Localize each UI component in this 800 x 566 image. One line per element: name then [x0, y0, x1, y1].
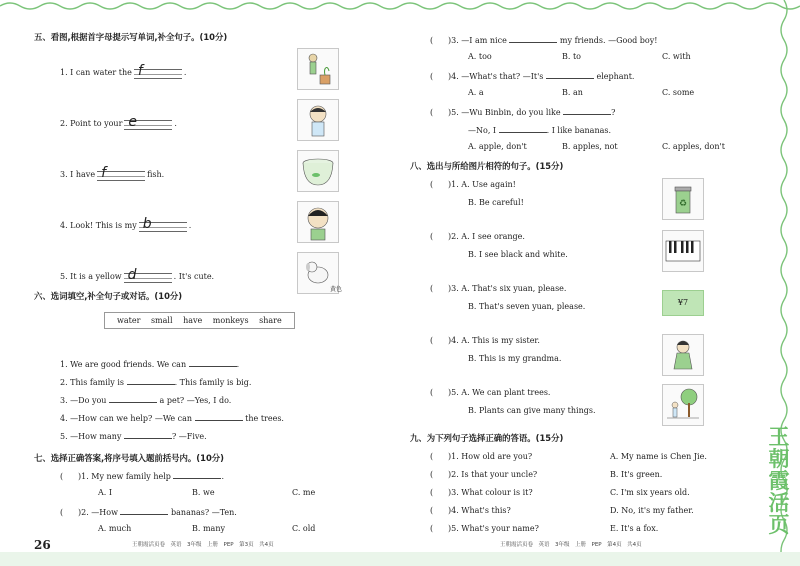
boy-pointing-eye-picture	[297, 99, 339, 141]
answer-blank[interactable]	[109, 394, 157, 403]
sec8-item-2-b: B. I see black and white.	[468, 250, 568, 259]
answer-blank[interactable]	[127, 376, 175, 385]
watering-plant-picture	[297, 48, 339, 90]
sec8-item-3-a: ( )3. A. That's six yuan, please.	[430, 284, 567, 293]
r-item-3: ( )3. —I am nice my friends. —Good boy!	[430, 36, 658, 45]
answer-blank[interactable]	[124, 430, 172, 439]
sec9-item-1: ( )1. How old are you?	[430, 452, 533, 461]
word-bank-item: monkeys	[212, 316, 249, 325]
answer-blank[interactable]	[120, 506, 168, 515]
right-footer: 王朝霞活页卷 英语 3年级 上册 PEP 第4页 共4页	[500, 542, 642, 548]
sec6-item-3: 3. —Do you a pet? —Yes, I do.	[60, 396, 232, 405]
r-item-4: ( )4. —What's that? —It's elephant.	[430, 72, 635, 81]
option-b: B. we	[192, 488, 215, 497]
sec9-answer-e: E. It's a fox.	[610, 524, 659, 533]
boy-face-picture	[297, 201, 339, 243]
option-c: C. me	[292, 488, 316, 497]
section-9-title: 九、为下列句子选择正确的答语。(15分)	[410, 433, 564, 443]
sec6-item-5: 5. —How many ? —Five.	[60, 432, 207, 441]
sec9-item-2: ( )2. Is that your uncle?	[430, 470, 538, 479]
price-tag: ¥7	[662, 290, 704, 316]
sec9-item-4: ( )4. What's this?	[430, 506, 511, 515]
sec5-item-2: 2. Point to your e .	[34, 97, 390, 148]
sec6-item-1: 1. We are good friends. We can .	[60, 360, 240, 369]
sec9-answer-a: A. My name is Chen Jie.	[610, 452, 707, 461]
r-item-5: ( )5. —Wu Binbin, do you like ?	[430, 108, 616, 117]
word-bank-item: share	[259, 316, 282, 325]
sec6-item-4: 4. —How can we help? —We can the trees.	[60, 414, 284, 423]
left-footer: 王朝霞活页卷 英语 3年级 上册 PEP 第3页 共4页	[132, 542, 274, 548]
sec5-item-1: 1. I can water the f .	[34, 46, 390, 97]
answer-blank[interactable]	[563, 106, 611, 115]
svg-text:♻: ♻	[678, 199, 688, 209]
answer-blank[interactable]	[173, 470, 221, 479]
option-b: B. an	[562, 88, 583, 97]
answer-blank[interactable]	[189, 358, 237, 367]
sec7-item-2: ( )2. —How bananas? —Ten.	[60, 508, 237, 517]
option-b: B. to	[562, 52, 581, 61]
sec8-item-2-a: ( )2. A. I see orange.	[430, 232, 525, 241]
fish-bowl-picture	[297, 150, 339, 192]
top-wave-border	[0, 0, 800, 18]
bottom-band	[0, 552, 800, 566]
sec7-item-1: ( )1. My new family help .	[60, 472, 224, 481]
piano-keys-picture	[662, 230, 704, 272]
sec9-answer-c: C. I'm six years old.	[610, 488, 690, 497]
option-a: A. much	[98, 524, 132, 533]
sec5-item-3: 3. I have f fish.	[34, 148, 390, 199]
section-5-title: 五、看图,根据首字母提示写单词,补全句子。(10分)	[34, 32, 228, 42]
option-c: C. apples, don't	[662, 142, 725, 151]
word-bank-item: water	[117, 316, 141, 325]
r-item-5-line2: —No, I . I like bananas.	[468, 126, 612, 135]
word-bank-item: small	[150, 316, 173, 325]
option-a: A. a	[468, 88, 484, 97]
page-number: 26	[34, 538, 51, 552]
option-a: A. too	[468, 52, 492, 61]
option-c: C. old	[292, 524, 316, 533]
option-c: C. some	[662, 88, 695, 97]
recycle-bin-picture	[662, 178, 704, 220]
girl-picture	[662, 334, 704, 376]
planting-trees-picture	[662, 384, 704, 426]
sec5-item-4: 4. Look! This is my b .	[34, 199, 390, 250]
sec9-answer-d: D. No, it's my father.	[610, 506, 694, 515]
answer-blank[interactable]	[195, 412, 243, 421]
answer-blank[interactable]	[546, 70, 594, 79]
section-7-title: 七、选择正确答案,将序号填入题前括号内。(10分)	[34, 453, 224, 463]
yellow-label: 黄色	[330, 286, 343, 293]
sec5-item-5: 5. It is a yellow d . It's cute.	[34, 250, 390, 301]
sec9-item-5: ( )5. What's your name?	[430, 524, 539, 533]
sec8-item-4-a: ( )4. A. This is my sister.	[430, 336, 540, 345]
section-8-title: 八、选出与所给图片相符的句子。(15分)	[410, 161, 564, 171]
sec6-item-2: 2. This family is . This family is big.	[60, 378, 252, 387]
option-c: C. with	[662, 52, 691, 61]
option-b: B. apples, not	[562, 142, 618, 151]
sec8-item-1-a: ( )1. A. Use again!	[430, 180, 516, 189]
section-5-items	[34, 46, 390, 301]
answer-blank[interactable]	[509, 34, 557, 43]
sec9-answer-b: B. It's green.	[610, 470, 663, 479]
option-a: A. I	[98, 488, 113, 497]
sec8-item-3-b: B. That's seven yuan, please.	[468, 302, 586, 311]
sec8-item-1-b: B. Be careful!	[468, 198, 524, 207]
sec9-item-3: ( )3. What colour is it?	[430, 488, 533, 497]
word-bank-item: have	[183, 316, 203, 325]
answer-blank[interactable]	[499, 124, 547, 133]
option-a: A. apple, don't	[468, 142, 527, 151]
sec8-item-5-b: B. Plants can give many things.	[468, 406, 596, 415]
brand-logo-text: 王朝霞活页	[768, 424, 790, 537]
option-b: B. many	[192, 524, 225, 533]
sec8-item-5-a: ( )5. A. We can plant trees.	[430, 388, 551, 397]
word-bank	[104, 312, 295, 329]
sec8-item-4-b: B. This is my grandma.	[468, 354, 562, 363]
section-6-title: 六、选词填空,补全句子或对话。(10分)	[34, 291, 183, 301]
